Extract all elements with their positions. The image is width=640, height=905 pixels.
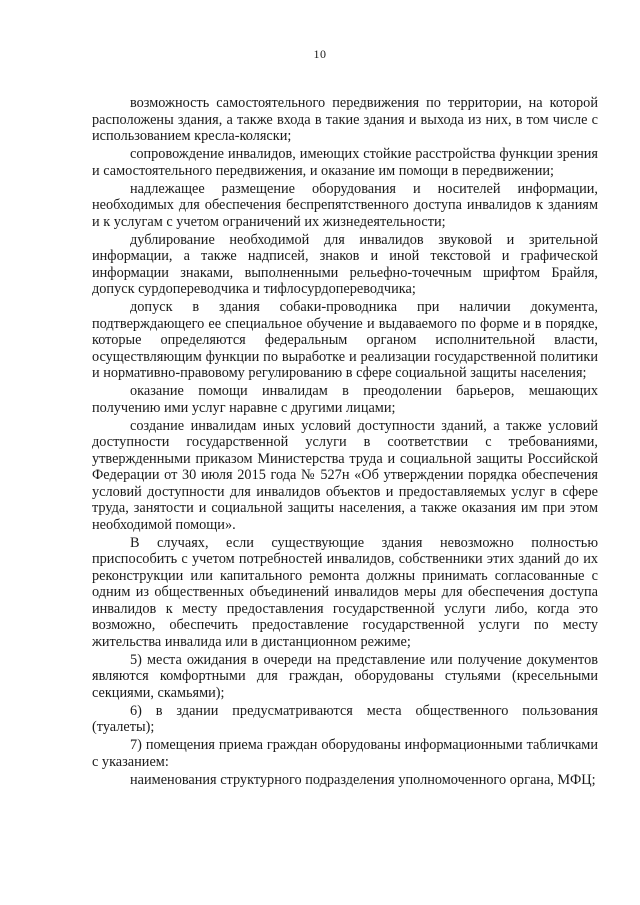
paragraph-existing-buildings: В случаях, если существующие здания невозможно полностью приспособить с учетом потребностей инвалидов, собственники этих зданий до их реконструкции или капитального ремонта должны принимать согласованные с одним из общественных объединений инвалидов меры для обеспечения доступа инвалидов к месту предоставления государственной услуги либо, когда это возможно, обеспечить предоставление государственной услуги по месту жительства инвалида или в дистанционном режиме;	[92, 534, 598, 650]
paragraph-item-7-reception-rooms: 7) помещения приема граждан оборудованы информационными табличками с указанием:	[92, 737, 598, 770]
paragraph-escort: сопровождение инвалидов, имеющих стойкие расстройства функции зрения и самостоятельного передвижения, и оказание им помощи в передвижении;	[92, 146, 598, 179]
paragraph-item-6-public-facilities: 6) в здании предусматриваются места общественного пользования (туалеты);	[92, 702, 598, 735]
document-body	[92, 95, 598, 790]
paragraph-department-name: наименования структурного подразделения уполномоченного органа, МФЦ;	[130, 771, 596, 788]
page-number: 10	[313, 47, 327, 61]
paragraph-item-5-waiting-places: 5) места ожидания в очереди на представление или получение документов являются комфортными для граждан, оборудованы стульями (кресельными секциями, скамьями);	[92, 651, 598, 701]
paragraph-barrier-assistance: оказание помощи инвалидам в преодолении барьеров, мешающих получению ими услуг наравне с другими лицами;	[92, 383, 598, 416]
paragraph-duplication-braille: дублирование необходимой для инвалидов звуковой и зрительной информации, а также надписей, знаков и иной текстовой и графической информации знаками, выполненными рельефно-точечным шрифтом Брайля, допуск сурдопереводчика и тифлосурдопереводчика;	[92, 231, 598, 297]
paragraph-guide-dog: допуск в здания собаки-проводника при наличии документа, подтверждающего ее специальное обучение и выдаваемого по форме и в порядке, которые определяются федеральным органом исполнительной власти, осуществляющим функции по выработке и реализации государственной политики и нормативно-правовому регулированию в сфере социальной защиты населения;	[92, 299, 598, 381]
paragraph-accessibility-conditions: создание инвалидам иных условий доступности зданий, а также условий доступности государственной услуги в соответствии с требованиями, утвержденными приказом Министерства труда и социальной защиты Российской Федерации от 30 июля 2015 года № 527н «Об утверждении порядка обеспечения условий доступности для инвалидов объектов и предоставляемых услуг в сфере труда, занятости и социальной защиты населения, а также оказания им при этом необходимой помощи».	[92, 417, 598, 533]
paragraph-movement: возможность самостоятельного передвижения по территории, на которой расположены здания, а также входа в такие здания и выхода из них, в том числе с использованием кресла-коляски;	[92, 95, 598, 144]
paragraph-equipment-placement: надлежащее размещение оборудования и носителей информации, необходимых для обеспечения беспрепятственного доступа инвалидов к зданиям и к услугам с учетом ограничений их жизнедеятельности;	[92, 180, 598, 230]
